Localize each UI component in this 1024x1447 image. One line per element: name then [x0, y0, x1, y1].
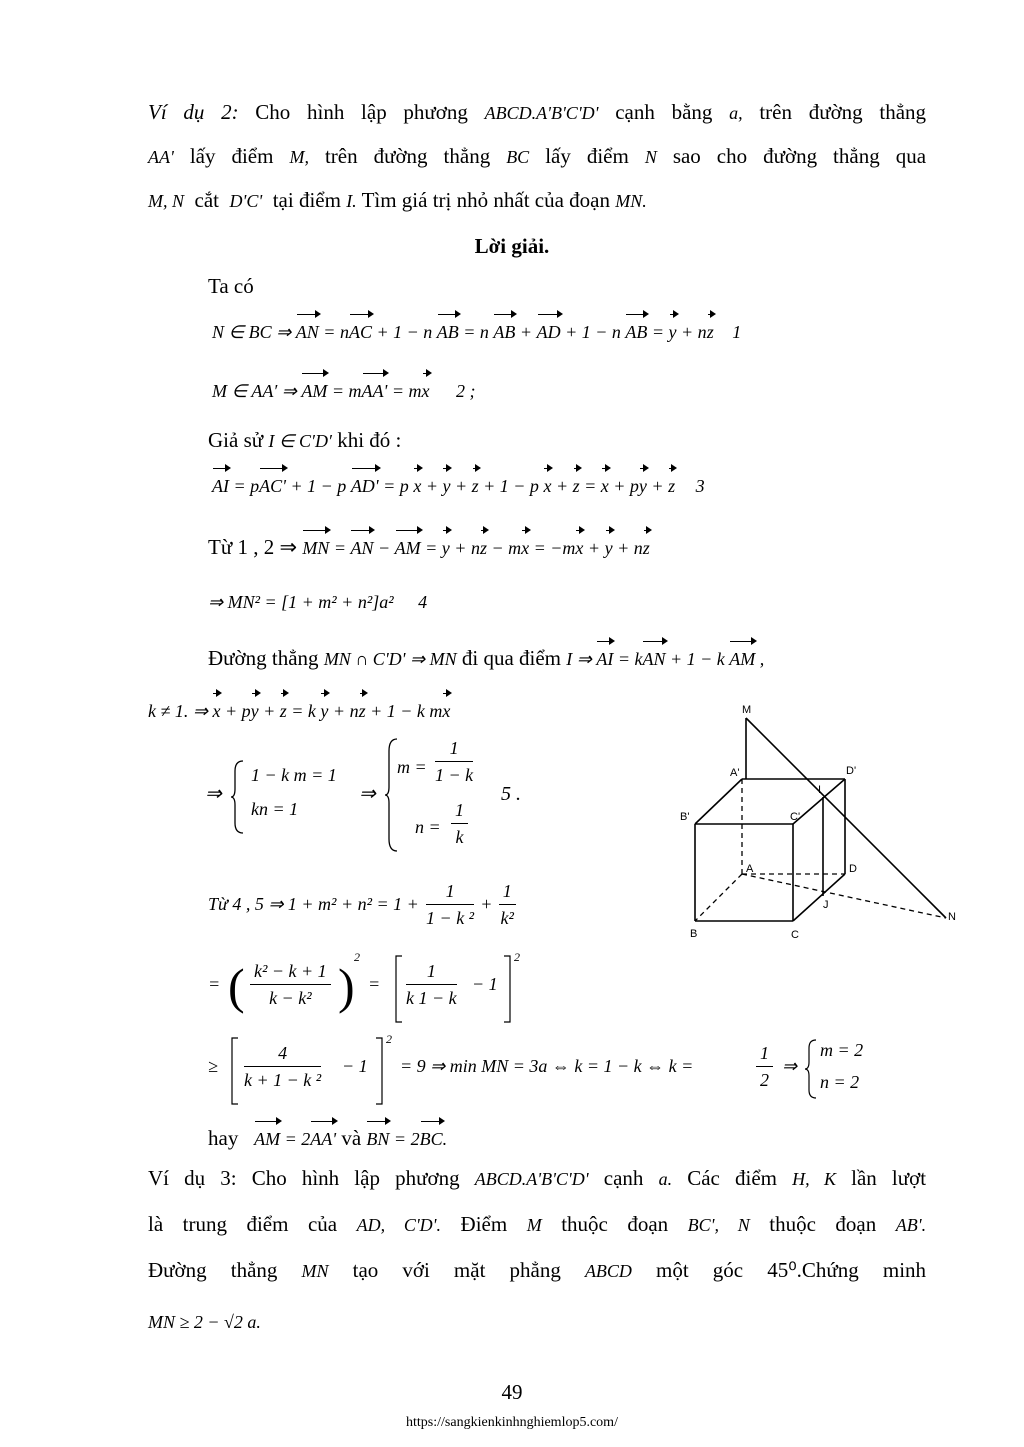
svg-text:B': B'	[680, 811, 690, 823]
example3-line3: Đường thẳng MN tạo với mặt phẳng ABCD một góc 45⁰.Chứng minh	[148, 1258, 927, 1282]
equation-8: Từ 4 , 5 ⇒ 1 + m² + n² = 1 + $\frac{1}{\text{1 − k ²}}$ + $\frac{1}{\text{k²}}$	[208, 874, 518, 932]
example-label: Ví dụ 2:	[148, 100, 239, 124]
svg-text:B: B	[690, 928, 698, 940]
system-of-equations: ⇒ 1 − k m = 1 kn = 1 ⇒ m = $\frac{1}{1 - k}$ n = $\frac{1}{k}$ 5 .	[205, 735, 535, 855]
example2-line1: Ví dụ 2: Cho hình lập phương ABCD.A'B'C'D' cạnh bằng a, trên đường thẳng	[148, 100, 927, 124]
svg-text:D': D'	[846, 765, 857, 777]
page-number: 49	[501, 1380, 523, 1404]
equation-tag: 4	[418, 592, 428, 612]
hay-line: hay AM = 2AA' và BN = 2BC.	[208, 1124, 447, 1153]
equation-6: Đường thẳng MN ∩ C'D' ⇒ MN đi qua điểm I ⇒ AI = kAN + 1 − k AM ,	[208, 644, 764, 673]
equation-4: Từ 1 , 2 ⇒ MN = AN − AM = y + nz − mx = −mx + y + nz	[208, 533, 650, 562]
label-m: M	[742, 704, 752, 716]
equation-9: = ( $\frac{\text{k² − k + 1}}{\text{k − k²}}$ ) 2 = $\frac{1}{k 1 - k}$ − 1 2	[208, 954, 528, 1024]
example3-line1: Ví dụ 3: Cho hình lập phương ABCD.A'B'C'D' cạnh a. Các điểm H, K lần lượt	[148, 1166, 927, 1190]
cube-figure	[680, 696, 970, 946]
example3-line2: là trung điểm của AD, C'D'. Điểm M thuộc đoạn BC', N thuộc đoạn AB'.	[148, 1212, 927, 1236]
example3-line4: MN ≥ 2 − √2 a.	[148, 1312, 261, 1332]
svg-text:D: D	[849, 863, 857, 875]
svg-text:I: I	[818, 784, 822, 796]
svg-text:C: C	[791, 929, 799, 941]
footer-url[interactable]: https://sangkienkinhnghiemlop5.com/	[406, 1415, 618, 1430]
equation-tag: 3	[695, 476, 705, 496]
equation-5: ⇒ MN² = [1 + m² + n²]a² 4	[208, 592, 428, 612]
example2-line2: AA' lấy điểm M, trên đường thẳng BC lấy điểm N sao cho đường thẳng qua	[148, 144, 927, 168]
equation-1: N ∈ BC ⇒ AN = nAC + 1 − n AB = n AB + AD + 1 − n AB = y + nz 1	[212, 318, 741, 346]
equation-tag: 2 ;	[456, 381, 476, 401]
svg-text:N: N	[948, 911, 956, 923]
assumption-line: Giả sử I ∈ C′D′ khi đó :	[208, 428, 402, 452]
svg-text:A: A	[746, 863, 754, 875]
equation-tag: 5 .	[501, 783, 521, 805]
example2-line3: M, N cắt D'C' tại điểm I. Tìm giá trị nhỏ nhất của đoạn MN.	[148, 188, 647, 212]
svg-text:J: J	[823, 899, 829, 911]
solution-heading: Lời giải.	[474, 234, 550, 258]
equation-7: k ≠ 1. ⇒ x + py + z = k y + nz + 1 − k mx	[148, 697, 450, 725]
svg-text:A': A'	[730, 767, 740, 779]
equation-2: M ∈ AA′ ⇒ AM = mAA' = mx 2 ;	[212, 377, 476, 405]
equation-10: ≥ $\frac{4}{\text{k + 1 − k ²}}$ − 1 2 = 9 ⇒ min MN = 3a ⇔ k = 1 − k ⇔ k = $\frac{1}{2}$ ⇒ m = 2 n = 2	[208, 1036, 888, 1106]
equation-tag: 1	[732, 322, 742, 342]
equation-3: AI = pAC' + 1 − p AD' = p x + y + z + 1 − p x + z = x + py + z 3	[212, 472, 705, 500]
ta-co-text: Ta có	[208, 274, 254, 298]
svg-text:C': C'	[790, 811, 801, 823]
